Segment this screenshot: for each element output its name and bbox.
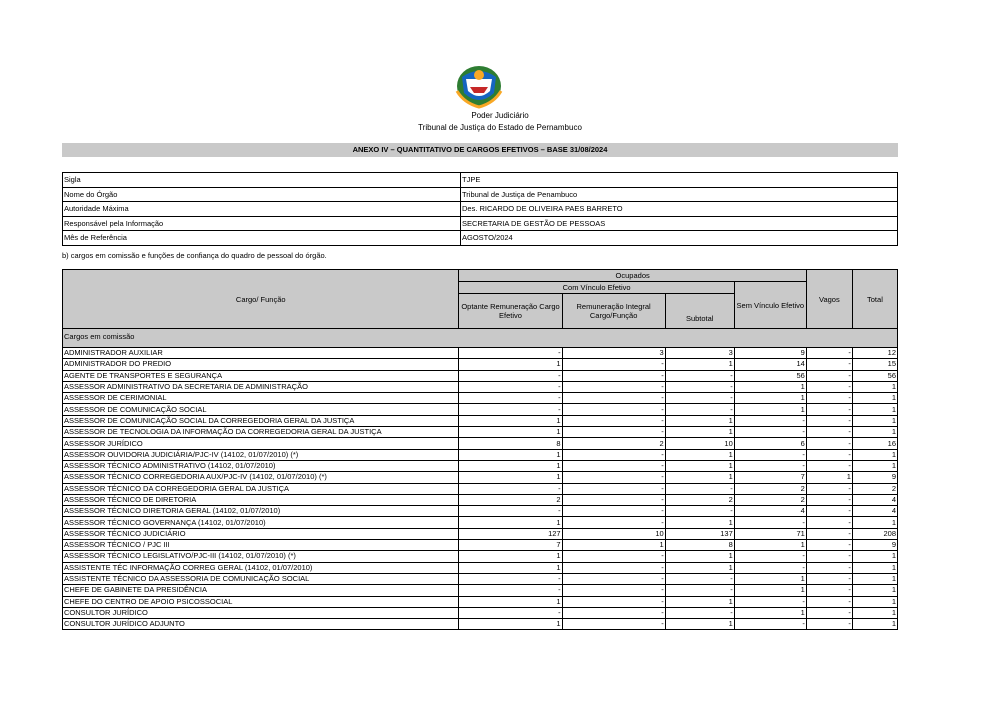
vagos-value: - bbox=[806, 573, 852, 584]
sem-vinculo-value: 1 bbox=[734, 404, 806, 415]
info-label: Responsável pela Informação bbox=[63, 216, 461, 231]
table-row bbox=[63, 415, 898, 426]
subtotal-value: 137 bbox=[665, 528, 734, 539]
section-note: b) cargos em comissão e funções de confiança do quadro de pessoal do órgão. bbox=[62, 251, 327, 260]
total-value: 4 bbox=[852, 494, 897, 505]
table-row bbox=[63, 596, 898, 607]
subtotal-value: 1 bbox=[665, 619, 734, 630]
info-value: Des. RICARDO DE OLIVEIRA PAES BARRETO bbox=[461, 202, 898, 217]
total-value: 1 bbox=[852, 573, 897, 584]
subtotal-value: 8 bbox=[665, 540, 734, 551]
vagos-value: - bbox=[806, 562, 852, 573]
integral-value: - bbox=[562, 460, 665, 471]
cargo-name: ASSESSOR DE TECNOLOGIA DA INFORMAÇÃO DA CORREGEDORIA GERAL DA JUSTIÇA bbox=[63, 427, 459, 438]
sem-vinculo-value: 2 bbox=[734, 494, 806, 505]
optante-value: 1 bbox=[459, 427, 562, 438]
cargo-name: ASSESSOR JURÍDICO bbox=[63, 438, 459, 449]
table-row bbox=[63, 472, 898, 483]
optante-value: 1 bbox=[459, 415, 562, 426]
subtotal-value: - bbox=[665, 573, 734, 584]
sem-vinculo-value: 1 bbox=[734, 607, 806, 618]
sem-vinculo-value: 14 bbox=[734, 359, 806, 370]
vagos-value: - bbox=[806, 607, 852, 618]
table-row bbox=[63, 449, 898, 460]
subtotal-value: 3 bbox=[665, 348, 734, 359]
vagos-value: - bbox=[806, 596, 852, 607]
table-row bbox=[63, 551, 898, 562]
total-value: 15 bbox=[852, 359, 897, 370]
sem-vinculo-value: 7 bbox=[734, 472, 806, 483]
subtotal-value: 1 bbox=[665, 415, 734, 426]
sem-vinculo-value: - bbox=[734, 596, 806, 607]
table-row bbox=[63, 562, 898, 573]
total-value: 208 bbox=[852, 528, 897, 539]
info-value: TJPE bbox=[461, 173, 898, 188]
integral-value: - bbox=[562, 506, 665, 517]
vagos-value: - bbox=[806, 506, 852, 517]
optante-value: - bbox=[459, 607, 562, 618]
integral-value: 2 bbox=[562, 438, 665, 449]
total-value: 16 bbox=[852, 438, 897, 449]
total-value: 1 bbox=[852, 393, 897, 404]
cargo-name: ASSESSOR TÉCNICO DIRETORIA GERAL (14102, 01/07/2010) bbox=[63, 506, 459, 517]
organ-info-table bbox=[62, 172, 898, 246]
sem-vinculo-value: - bbox=[734, 449, 806, 460]
cargo-name: ASSESSOR TÉCNICO / PJC III bbox=[63, 540, 459, 551]
info-row bbox=[63, 202, 898, 217]
col-header-integral: Remuneração Integral Cargo/Função bbox=[562, 294, 665, 329]
sem-vinculo-value: 1 bbox=[734, 381, 806, 392]
subtotal-value: - bbox=[665, 506, 734, 517]
integral-value: 10 bbox=[562, 528, 665, 539]
integral-value: - bbox=[562, 483, 665, 494]
integral-value: 3 bbox=[562, 348, 665, 359]
col-header-sem-vinculo: Sem Vínculo Efetivo bbox=[734, 282, 806, 329]
header-poder-judiciario: Poder Judiciário bbox=[471, 111, 529, 120]
table-row bbox=[63, 619, 898, 630]
subtotal-value: 1 bbox=[665, 472, 734, 483]
table-row bbox=[63, 393, 898, 404]
total-value: 1 bbox=[852, 404, 897, 415]
total-value: 4 bbox=[852, 506, 897, 517]
vagos-value: - bbox=[806, 540, 852, 551]
sem-vinculo-value: - bbox=[734, 551, 806, 562]
sem-vinculo-value: - bbox=[734, 517, 806, 528]
col-header-cargo: Cargo/ Função bbox=[63, 270, 459, 329]
integral-value: - bbox=[562, 472, 665, 483]
optante-value: 7 bbox=[459, 540, 562, 551]
col-header-com-vinculo: Com Vínculo Efetivo bbox=[459, 282, 734, 294]
annex-title: ANEXO IV – QUANTITATIVO DE CARGOS EFETIVOS – BASE 31/08/2024 bbox=[62, 143, 898, 157]
table-row bbox=[63, 573, 898, 584]
info-value: AGOSTO/2024 bbox=[461, 231, 898, 246]
vagos-value: - bbox=[806, 483, 852, 494]
optante-value: - bbox=[459, 573, 562, 584]
total-value: 1 bbox=[852, 551, 897, 562]
subtotal-value: 1 bbox=[665, 596, 734, 607]
cargo-name: ASSESSOR DE CERIMONIAL bbox=[63, 393, 459, 404]
total-value: 1 bbox=[852, 517, 897, 528]
vagos-value: - bbox=[806, 460, 852, 471]
sem-vinculo-value: 1 bbox=[734, 540, 806, 551]
subtotal-value: 2 bbox=[665, 494, 734, 505]
sem-vinculo-value: - bbox=[734, 460, 806, 471]
integral-value: - bbox=[562, 517, 665, 528]
table-row bbox=[63, 460, 898, 471]
sem-vinculo-value: 71 bbox=[734, 528, 806, 539]
optante-value: 1 bbox=[459, 460, 562, 471]
integral-value: - bbox=[562, 370, 665, 381]
table-row bbox=[63, 427, 898, 438]
integral-value: - bbox=[562, 427, 665, 438]
optante-value: 1 bbox=[459, 596, 562, 607]
cargo-name: ASSESSOR ADMINISTRATIVO DA SECRETARIA DE ADMINISTRAÇÃO bbox=[63, 381, 459, 392]
info-label: Nome do Órgão bbox=[63, 187, 461, 202]
cargo-name: ASSESSOR OUVIDORIA JUDICIÁRIA/PJC-IV (14102, 01/07/2010) (*) bbox=[63, 449, 459, 460]
optante-value: 8 bbox=[459, 438, 562, 449]
subtotal-value: 1 bbox=[665, 449, 734, 460]
sem-vinculo-value: 56 bbox=[734, 370, 806, 381]
optante-value: 1 bbox=[459, 517, 562, 528]
table-row bbox=[63, 494, 898, 505]
info-row bbox=[63, 216, 898, 231]
cargo-name: ASSESSOR TÉCNICO LEGISLATIVO/PJC-III (14102, 01/07/2010) (*) bbox=[63, 551, 459, 562]
subtotal-value: 10 bbox=[665, 438, 734, 449]
optante-value: 1 bbox=[459, 472, 562, 483]
info-row bbox=[63, 231, 898, 246]
total-value: 1 bbox=[852, 449, 897, 460]
vagos-value: - bbox=[806, 551, 852, 562]
table-row bbox=[63, 528, 898, 539]
col-header-total: Total bbox=[852, 270, 897, 329]
vagos-value: - bbox=[806, 438, 852, 449]
integral-value: - bbox=[562, 607, 665, 618]
optante-value: - bbox=[459, 370, 562, 381]
vagos-value: 1 bbox=[806, 472, 852, 483]
cargo-name: ADMINISTRADOR AUXILIAR bbox=[63, 348, 459, 359]
cargo-name: ASSESSOR DE COMUNICAÇÃO SOCIAL DA CORREGEDORIA GERAL DA JUSTIÇA bbox=[63, 415, 459, 426]
cargo-name: ASSESSOR TÉCNICO JUDICIÁRIO bbox=[63, 528, 459, 539]
cargo-name: ASSESSOR TÉCNICO CORREGEDORIA AUX/PJC-IV (14102, 01/07/2010) (*) bbox=[63, 472, 459, 483]
subtotal-value: 1 bbox=[665, 460, 734, 471]
vagos-value: - bbox=[806, 404, 852, 415]
cargo-name: CHEFE DE GABINETE DA PRESIDÊNCIA bbox=[63, 585, 459, 596]
cargo-name: ASSESSOR TÉCNICO DE DIRETORIA bbox=[63, 494, 459, 505]
optante-value: 2 bbox=[459, 494, 562, 505]
table-row bbox=[63, 483, 898, 494]
vagos-value: - bbox=[806, 585, 852, 596]
sem-vinculo-value: - bbox=[734, 562, 806, 573]
vagos-value: - bbox=[806, 393, 852, 404]
vagos-value: - bbox=[806, 494, 852, 505]
optante-value: 1 bbox=[459, 551, 562, 562]
subtotal-value: 1 bbox=[665, 427, 734, 438]
integral-value: - bbox=[562, 573, 665, 584]
total-value: 12 bbox=[852, 348, 897, 359]
integral-value: - bbox=[562, 551, 665, 562]
total-value: 1 bbox=[852, 427, 897, 438]
col-header-subtotal: Subtotal bbox=[665, 294, 734, 329]
info-value: Tribunal de Justiça de Penambuco bbox=[461, 187, 898, 202]
integral-value: 1 bbox=[562, 540, 665, 551]
optante-value: 1 bbox=[459, 619, 562, 630]
table-row bbox=[63, 506, 898, 517]
optante-value: - bbox=[459, 381, 562, 392]
vagos-value: - bbox=[806, 359, 852, 370]
table-row bbox=[63, 359, 898, 370]
vagos-value: - bbox=[806, 427, 852, 438]
integral-value: - bbox=[562, 449, 665, 460]
subtotal-value: - bbox=[665, 370, 734, 381]
total-value: 1 bbox=[852, 619, 897, 630]
integral-value: - bbox=[562, 393, 665, 404]
table-row bbox=[63, 540, 898, 551]
info-value: SECRETARIA DE GESTÃO DE PESSOAS bbox=[461, 216, 898, 231]
cargo-name: ASSISTENTE TÉC INFORMAÇÃO CORREG GERAL (14102, 01/07/2010) bbox=[63, 562, 459, 573]
optante-value: 127 bbox=[459, 528, 562, 539]
subtotal-value: 1 bbox=[665, 551, 734, 562]
table-row bbox=[63, 381, 898, 392]
total-value: 1 bbox=[852, 460, 897, 471]
optante-value: 1 bbox=[459, 562, 562, 573]
table-row bbox=[63, 348, 898, 359]
cargo-name: CONSULTOR JURÍDICO ADJUNTO bbox=[63, 619, 459, 630]
integral-value: - bbox=[562, 415, 665, 426]
optante-value: - bbox=[459, 483, 562, 494]
optante-value: - bbox=[459, 506, 562, 517]
total-value: 56 bbox=[852, 370, 897, 381]
integral-value: - bbox=[562, 596, 665, 607]
sem-vinculo-value: - bbox=[734, 619, 806, 630]
header-tribunal-name: Tribunal de Justiça do Estado de Pernambuco bbox=[418, 123, 582, 132]
integral-value: - bbox=[562, 494, 665, 505]
optante-value: - bbox=[459, 393, 562, 404]
table-row bbox=[63, 404, 898, 415]
vagos-value: - bbox=[806, 619, 852, 630]
total-value: 2 bbox=[852, 483, 897, 494]
table-row bbox=[63, 438, 898, 449]
subtotal-value: 1 bbox=[665, 359, 734, 370]
total-value: 1 bbox=[852, 381, 897, 392]
cargo-name: CONSULTOR JURÍDICO bbox=[63, 607, 459, 618]
total-value: 1 bbox=[852, 585, 897, 596]
table-row bbox=[63, 370, 898, 381]
info-label: Autoridade Máxima bbox=[63, 202, 461, 217]
info-row bbox=[63, 173, 898, 188]
integral-value: - bbox=[562, 359, 665, 370]
total-value: 9 bbox=[852, 472, 897, 483]
integral-value: - bbox=[562, 562, 665, 573]
col-header-vagos: Vagos bbox=[806, 270, 852, 329]
cargo-name: ADMINISTRADOR DO PREDIO bbox=[63, 359, 459, 370]
cargo-name: CHEFE DO CENTRO DE APOIO PSICOSSOCIAL bbox=[63, 596, 459, 607]
optante-value: - bbox=[459, 404, 562, 415]
subtotal-value: - bbox=[665, 585, 734, 596]
info-label: Mês de Referência bbox=[63, 231, 461, 246]
subtotal-value: - bbox=[665, 607, 734, 618]
sem-vinculo-value: 1 bbox=[734, 393, 806, 404]
table-row bbox=[63, 585, 898, 596]
vagos-value: - bbox=[806, 517, 852, 528]
cargo-name: ASSISTENTE TÉCNICO DA ASSESSORIA DE COMUNICAÇÃO SOCIAL bbox=[63, 573, 459, 584]
optante-value: 1 bbox=[459, 449, 562, 460]
total-value: 9 bbox=[852, 540, 897, 551]
coat-of-arms-icon bbox=[454, 63, 504, 109]
cargo-name: AGENTE DE TRANSPORTES E SEGURANÇA bbox=[63, 370, 459, 381]
section-cargos-em-comissao: Cargos em comissão bbox=[63, 329, 898, 345]
vagos-value: - bbox=[806, 528, 852, 539]
table-row bbox=[63, 517, 898, 528]
optante-value: 1 bbox=[459, 359, 562, 370]
integral-value: - bbox=[562, 585, 665, 596]
total-value: 1 bbox=[852, 415, 897, 426]
table-row bbox=[63, 607, 898, 618]
sem-vinculo-value: - bbox=[734, 427, 806, 438]
vagos-value: - bbox=[806, 415, 852, 426]
optante-value: - bbox=[459, 348, 562, 359]
cargo-name: ASSESSOR TÉCNICO ADMINISTRATIVO (14102, 01/07/2010) bbox=[63, 460, 459, 471]
subtotal-value: 1 bbox=[665, 562, 734, 573]
total-value: 1 bbox=[852, 562, 897, 573]
info-label: Sigla bbox=[63, 173, 461, 188]
subtotal-value: - bbox=[665, 381, 734, 392]
col-header-ocupados: Ocupados bbox=[459, 270, 806, 282]
total-value: 1 bbox=[852, 596, 897, 607]
cargos-table bbox=[62, 269, 898, 630]
cargo-name: ASSESSOR TÉCNICO DA CORREGEDORIA GERAL DA JUSTIÇA bbox=[63, 483, 459, 494]
integral-value: - bbox=[562, 404, 665, 415]
subtotal-value: 1 bbox=[665, 517, 734, 528]
col-header-optante: Optante Remuneração Cargo Efetivo bbox=[459, 294, 562, 329]
vagos-value: - bbox=[806, 449, 852, 460]
subtotal-value: - bbox=[665, 483, 734, 494]
total-value: 1 bbox=[852, 607, 897, 618]
sem-vinculo-value: 9 bbox=[734, 348, 806, 359]
optante-value: - bbox=[459, 585, 562, 596]
subtotal-value: - bbox=[665, 404, 734, 415]
integral-value: - bbox=[562, 619, 665, 630]
sem-vinculo-value: 1 bbox=[734, 573, 806, 584]
subtotal-value: - bbox=[665, 393, 734, 404]
cargo-name: ASSESSOR DE COMUNICAÇÃO SOCIAL bbox=[63, 404, 459, 415]
integral-value: - bbox=[562, 381, 665, 392]
cargo-name: ASSESSOR TÉCNICO GOVERNANÇA (14102, 01/07/2010) bbox=[63, 517, 459, 528]
sem-vinculo-value: 1 bbox=[734, 585, 806, 596]
sem-vinculo-value: - bbox=[734, 415, 806, 426]
sem-vinculo-value: 4 bbox=[734, 506, 806, 517]
vagos-value: - bbox=[806, 370, 852, 381]
sem-vinculo-value: 2 bbox=[734, 483, 806, 494]
vagos-value: - bbox=[806, 348, 852, 359]
vagos-value: - bbox=[806, 381, 852, 392]
sem-vinculo-value: 6 bbox=[734, 438, 806, 449]
info-row bbox=[63, 187, 898, 202]
